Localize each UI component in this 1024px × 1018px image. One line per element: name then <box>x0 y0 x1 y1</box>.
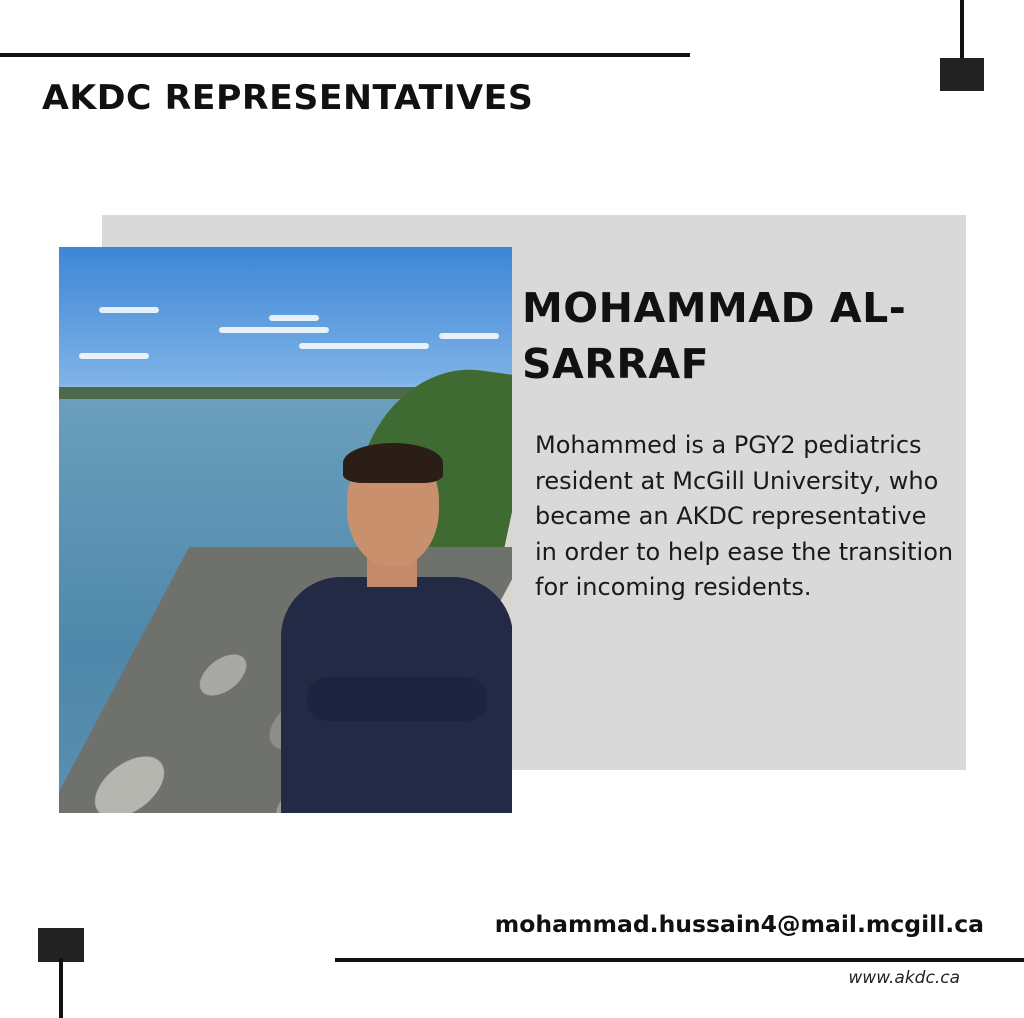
bottom-left-block <box>38 928 84 962</box>
bottom-divider-line <box>335 958 1024 962</box>
page-title: AKDC REPRESENTATIVES <box>42 78 534 118</box>
bottom-left-stem <box>59 958 63 1018</box>
email-link[interactable]: mohammad.hussain4@mail.mcgill.ca <box>494 910 984 938</box>
cloud <box>79 353 149 359</box>
person-crossed-arms <box>307 677 487 721</box>
cloud <box>269 315 319 321</box>
representative-name: MOHAMMAD AL-SARRAF <box>522 284 907 388</box>
top-right-stem <box>960 0 964 62</box>
website-link[interactable]: www.akdc.ca <box>848 968 960 988</box>
cloud <box>299 343 429 349</box>
top-divider-line <box>0 53 690 57</box>
cloud <box>99 307 159 313</box>
top-right-block <box>940 58 984 91</box>
representative-bio: Mohammed is a PGY2 pediatrics resident at McGill University, who became an AKDC representative in order to help ease the transition for incoming residents. <box>535 431 954 601</box>
cloud <box>439 333 499 339</box>
profile-photo <box>59 247 512 813</box>
person-hair <box>343 443 443 483</box>
cloud <box>219 327 329 333</box>
